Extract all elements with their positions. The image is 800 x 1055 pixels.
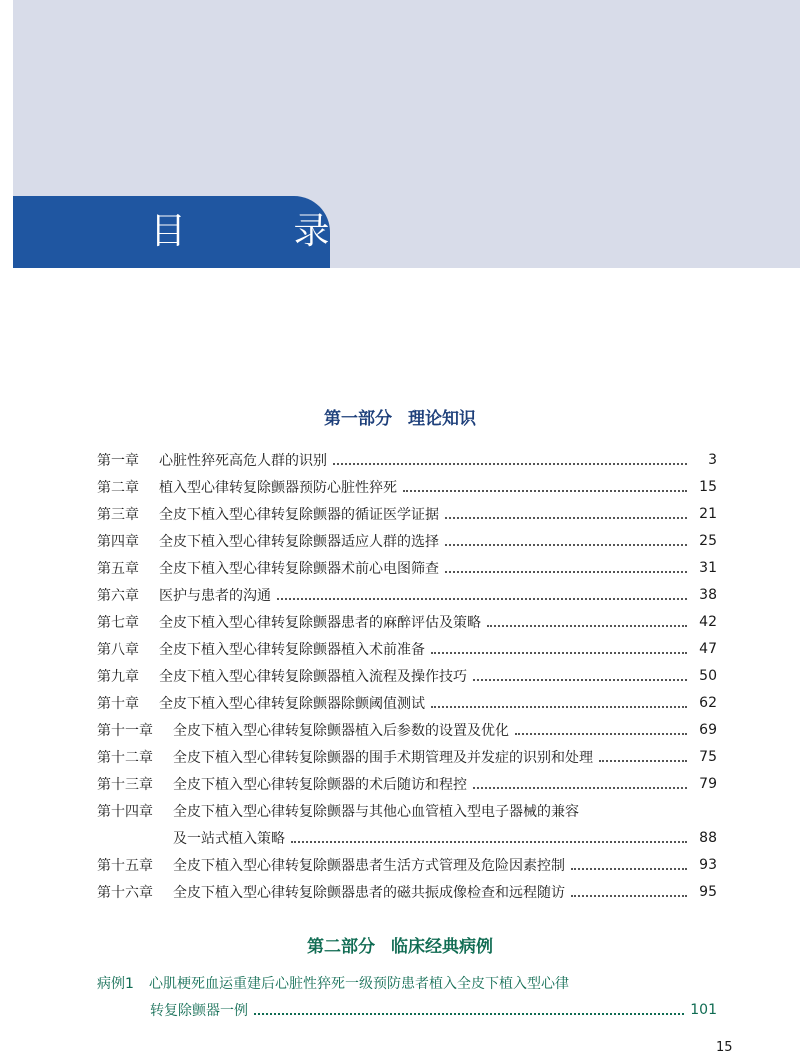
toc-entry-title: 全皮下植入型心律转复除颤器除颤阈值测试 — [159, 696, 425, 712]
toc-entry[interactable] — [97, 690, 717, 716]
toc-chapter-label: 第四章 — [97, 534, 139, 550]
toc-page-number: 25 — [699, 533, 717, 549]
page-title: 目 录 — [150, 211, 378, 252]
toc-page-number: 79 — [699, 776, 717, 792]
toc-entry[interactable] — [97, 879, 717, 905]
toc-chapter-label: 第七章 — [97, 615, 139, 631]
toc-leader — [515, 733, 687, 735]
toc-page-number: 95 — [699, 884, 717, 900]
toc-entry-title: 全皮下植入型心律转复除颤器植入术前准备 — [159, 642, 425, 658]
toc-page-number: 3 — [708, 452, 717, 468]
toc-page-number: 62 — [699, 695, 717, 711]
toc-leader — [291, 841, 687, 843]
toc-entry[interactable] — [97, 636, 717, 662]
toc-entry-title: 转复除颤器一例 — [150, 1003, 248, 1019]
toc-chapter-label: 第三章 — [97, 507, 139, 523]
toc-chapter-label: 病例1 — [97, 976, 134, 992]
toc-leader — [403, 490, 687, 492]
toc-entry-title: 心肌梗死血运重建后心脏性猝死一级预防患者植入全皮下植入型心律 — [149, 976, 569, 992]
toc-entry[interactable] — [97, 609, 717, 635]
toc-leader — [431, 706, 687, 708]
toc-entry-title: 全皮下植入型心律转复除颤器术前心电图筛查 — [159, 561, 439, 577]
part1-heading — [0, 404, 800, 429]
toc-entry-title: 全皮下植入型心律转复除颤器植入流程及操作技巧 — [159, 669, 467, 685]
toc-chapter-label: 第十三章 — [97, 777, 153, 793]
page-number: 15 — [716, 1040, 733, 1055]
toc-entry-title: 植入型心律转复除颤器预防心脏性猝死 — [159, 480, 397, 496]
toc-chapter-label: 第十二章 — [97, 750, 153, 766]
toc-chapter-label: 第十一章 — [97, 723, 153, 739]
toc-entry-title: 全皮下植入型心律转复除颤器适应人群的选择 — [159, 534, 439, 550]
toc-entry[interactable] — [97, 970, 717, 996]
toc-chapter-label: 第六章 — [97, 588, 139, 604]
toc-page-number: 42 — [699, 614, 717, 630]
toc-entry-title: 全皮下植入型心律转复除颤器患者的磁共振成像检查和远程随访 — [173, 885, 565, 901]
part2-heading — [0, 932, 800, 957]
toc-entry[interactable] — [97, 528, 717, 554]
toc-entry[interactable] — [97, 717, 717, 743]
toc-entry[interactable] — [97, 744, 717, 770]
toc-leader — [571, 895, 687, 897]
toc-page-number: 75 — [699, 749, 717, 765]
toc-chapter-label: 第八章 — [97, 642, 139, 658]
toc-entry-title: 全皮下植入型心律转复除颤器的术后随访和程控 — [173, 777, 467, 793]
toc-entry[interactable] — [97, 798, 717, 824]
toc-entry-continuation[interactable] — [173, 825, 717, 851]
toc-leader — [571, 868, 687, 870]
toc-chapter-label: 第十六章 — [97, 885, 153, 901]
toc-page-number: 50 — [699, 668, 717, 684]
toc-chapter-label: 第五章 — [97, 561, 139, 577]
toc-leader — [445, 544, 687, 546]
part1-heading-b: 理论知识 — [408, 409, 476, 429]
part2-heading-b: 临床经典病例 — [391, 937, 493, 957]
toc-leader — [277, 598, 687, 600]
toc-chapter-label: 第十四章 — [97, 804, 153, 820]
toc-leader — [487, 625, 687, 627]
toc-entry[interactable] — [97, 474, 717, 500]
toc-leader — [445, 571, 687, 573]
toc-entry[interactable] — [97, 771, 717, 797]
toc-leader — [599, 760, 687, 762]
toc-entry-title: 全皮下植入型心律转复除颤器的围手术期管理及并发症的识别和处理 — [173, 750, 593, 766]
toc-entry-title: 及一站式植入策略 — [173, 831, 285, 847]
toc-leader — [254, 1013, 684, 1015]
toc-entry-title: 全皮下植入型心律转复除颤器的循证医学证据 — [159, 507, 439, 523]
toc-leader — [333, 463, 687, 465]
toc-page-number: 15 — [699, 479, 717, 495]
toc-leader — [445, 517, 687, 519]
toc-page-number: 21 — [699, 506, 717, 522]
part2-heading-a: 第二部分 — [307, 937, 375, 957]
toc-chapter-label: 第九章 — [97, 669, 139, 685]
toc-entry-continuation[interactable] — [150, 997, 717, 1023]
toc-entry-title: 全皮下植入型心律转复除颤器与其他心血管植入型电子器械的兼容 — [173, 804, 579, 820]
toc-leader — [431, 652, 687, 654]
toc-page-number: 31 — [699, 560, 717, 576]
toc-chapter-label: 第十五章 — [97, 858, 153, 874]
toc-page-number: 47 — [699, 641, 717, 657]
toc-leader — [473, 679, 687, 681]
toc-entry[interactable] — [97, 501, 717, 527]
toc-leader — [473, 787, 687, 789]
toc-entry[interactable] — [97, 663, 717, 689]
toc-entry-title: 全皮下植入型心律转复除颤器植入后参数的设置及优化 — [173, 723, 509, 739]
toc-page-number: 38 — [699, 587, 717, 603]
toc-chapter-label: 第二章 — [97, 480, 139, 496]
toc-entry[interactable] — [97, 447, 717, 473]
toc-entry[interactable] — [97, 852, 717, 878]
toc-entry[interactable] — [97, 555, 717, 581]
toc-page-number: 101 — [690, 1002, 717, 1018]
toc-entry-title: 医护与患者的沟通 — [159, 588, 271, 604]
toc-page-number: 69 — [699, 722, 717, 738]
toc-entry-title: 心脏性猝死高危人群的识别 — [159, 453, 327, 469]
toc-chapter-label: 第一章 — [97, 453, 139, 469]
toc-entry-title: 全皮下植入型心律转复除颤器患者生活方式管理及危险因素控制 — [173, 858, 565, 874]
toc-page-number: 93 — [699, 857, 717, 873]
toc-chapter-label: 第十章 — [97, 696, 139, 712]
part1-heading-a: 第一部分 — [324, 409, 392, 429]
toc-entry-title: 全皮下植入型心律转复除颤器患者的麻醉评估及策略 — [159, 615, 481, 631]
toc-entry[interactable] — [97, 582, 717, 608]
toc-page-number: 88 — [699, 830, 717, 846]
